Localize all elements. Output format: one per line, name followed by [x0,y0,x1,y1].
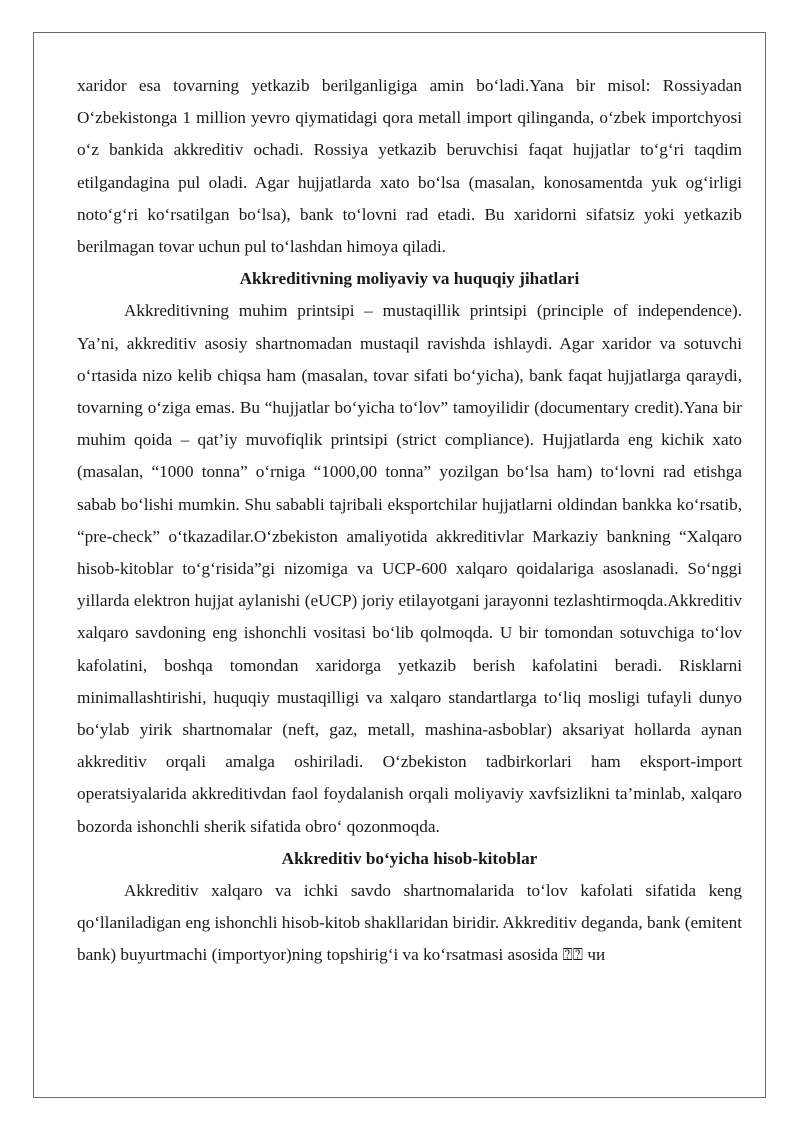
section-heading-settlements: Akkreditiv bo‘yicha hisob-kitoblar [281,848,538,868]
paragraph-3: Akkreditiv xalqaro va ichki savdo shartnomalarida to‘lov kafolati sifatida keng qo‘llaniladigan eng ishonchli hisob-kitob shakllaridan biridir. Akkreditiv deganda, bank (emitent bank) buyurtmachi (importyor)ning topshirig‘i va ko‘rsatmasi asosida ⍰⍰ чи [77,881,742,965]
paragraph-1: xaridor esa tovarning yetkazib berilganligiga amin bo‘ladi.Yana bir misol: Rossiyadan O‘zbekistonga 1 million yevro qiymatidagi qora metall import qilinganda, o‘zbek importchyosi o‘z bankida akkreditiv ochadi. Rossiya yetkazib beruvchisi faqat hujjatlar to‘g‘ri taqdim etilgandagina pul oladi. Agar hujjatlarda xato bo‘lsa (masalan, konosamentda yuk og‘irligi noto‘g‘ri ko‘rsatilgan bo‘lsa), bank to‘lovni rad etadi. Bu xaridorni sifatsiz yoki yetkazib berilmagan tovar uchun pul to‘lashdan himoya qiladi. [77,76,742,257]
section-heading-financial-legal: Akkreditivning moliyaviy va huquqiy jihatlari [239,269,580,289]
paragraph-2: Akkreditivning muhim printsipi – mustaqillik printsipi (principle of independence). Ya’ni, akkreditiv asosiy shartnomadan mustaqil ravishda ishlaydi. Agar xaridor va sotuvchi o‘rtasida nizo kelib chiqsa ham (masalan, tovar sifati bo‘yicha), bank faqat hujjatlarga qaraydi, tovarning o‘ziga emas. Bu “hujjatlar bo‘yicha to‘lov” tamoyilidir (documentary credit).Yana bir muhim qoida – qat’iy muvofiqlik printsipi (strict compliance). Hujjatlarda eng kichik xato (masalan, “1000 tonna” o‘rniga “1000,00 tonna” yozilgan bo‘lsa ham) to‘lovni rad etishga sabab bo‘lishi mumkin. Shu sababli tajribali eksportchilar hujjatlarni oldindan bankka ko‘rsatib, “pre-check” o‘tkazadilar.O‘zbekiston amaliyotida akkreditivlar Markaziy bankning “Xalqaro hisob-kitoblar to‘g‘risida”gi nizomiga va UCP-600 xalqaro qoidalariga asoslanadi. So‘nggi yillarda elektron hujjat aylanishi (eUCP) joriy etilayotgani jarayonni tezlashtirmoqda.Akkreditiv xalqaro savdoning eng ishonchli vositasi bo‘lib qolmoqda. U bir tomondan sotuvchiga to‘lov kafolatini, boshqa tomondan xaridorga yetkazib berish kafolatini beradi. Risklarni minimallashtirishi, huquqiy mustaqilligi va xalqaro standartlarga to‘liq mosligi tufayli dunyo bo‘ylab yirik shartnomalar (neft, gaz, metall, mashina-asboblar) aksariyat hollarda aynan akkreditiv orqali amalga oshiriladi. O‘zbekiston tadbirkorlari ham eksport-import operatsiyalarida akkreditivdan faol foydalanish orqali moliyaviy xavfsizlikni ta’minlab, xalqaro bozorda ishonchli sherik sifatida obro‘ qozonmoqda. [77,301,742,836]
document-body [77,70,742,972]
